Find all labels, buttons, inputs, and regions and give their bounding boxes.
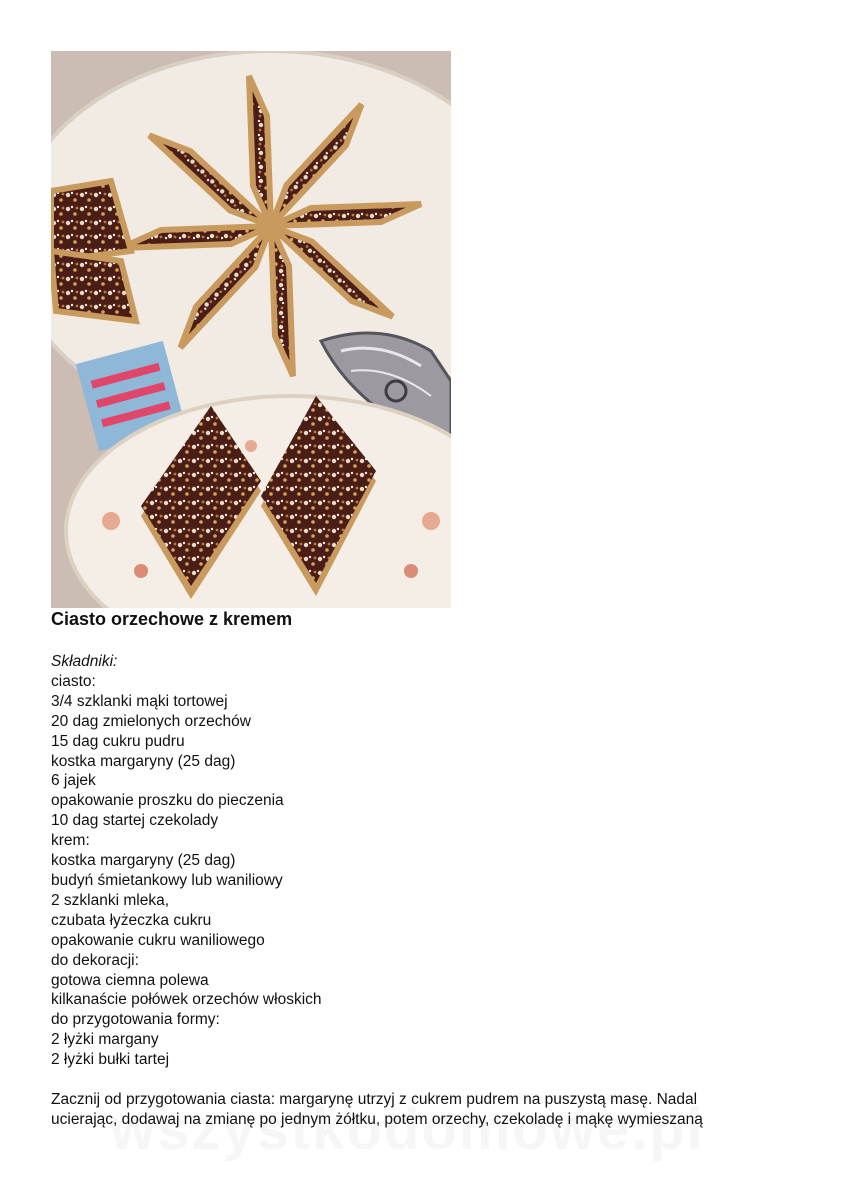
ingredients-section bbox=[51, 652, 322, 1070]
ingredient-line: 3/4 szklanki mąki tortowej bbox=[51, 692, 228, 710]
ingredient-line: 15 dag cukru pudru bbox=[51, 732, 185, 750]
ingredient-line: budyń śmietankowy lub waniliowy bbox=[51, 871, 283, 889]
ingredient-line: 10 dag startej czekolady bbox=[51, 812, 219, 830]
ingredient-line: 6 jajek bbox=[51, 772, 96, 790]
instruction-line: Zacznij od przygotowania ciasta: margarynę utrzyj z cukrem pudrem na puszystą masę. Nadal bbox=[51, 1091, 698, 1108]
ingredient-line: kilkanaście połówek orzechów włoskich bbox=[51, 991, 322, 1009]
ingredient-line: 2 łyżki bułki tartej bbox=[51, 1051, 170, 1069]
ingredient-line: kostka margaryny (25 dag) bbox=[51, 852, 236, 870]
ingredient-line: 2 szklanki mleka, bbox=[51, 891, 170, 909]
ingredient-line: krem: bbox=[51, 832, 90, 850]
cake-photo bbox=[51, 51, 451, 608]
ingredients-heading: Składniki: bbox=[51, 653, 118, 670]
recipe-title: Ciasto orzechowe z kremem bbox=[51, 609, 293, 629]
instruction-line: ucierając, dodawaj na zmianę po jednym żółtku, potem orzechy, czekoladę i mąkę wymieszaną bbox=[51, 1111, 703, 1128]
ingredient-line: opakowanie cukru waniliowego bbox=[51, 931, 265, 949]
ingredient-line: czubata łyżeczka cukru bbox=[51, 911, 212, 929]
ingredient-line: do przygotowania formy: bbox=[51, 1011, 220, 1029]
ingredient-line: do dekoracji: bbox=[51, 951, 139, 969]
cake-photo-illustration bbox=[51, 51, 451, 608]
instructions-paragraph bbox=[51, 1090, 811, 1130]
ingredient-line: gotowa ciemna polewa bbox=[51, 971, 209, 989]
ingredient-line: 20 dag zmielonych orzechów bbox=[51, 712, 251, 730]
ingredient-line: ciasto: bbox=[51, 672, 96, 690]
ingredient-line: opakowanie proszku do pieczenia bbox=[51, 792, 284, 810]
ingredient-line: kostka margaryny (25 dag) bbox=[51, 752, 236, 770]
ingredient-line: 2 łyżki margany bbox=[51, 1031, 159, 1049]
